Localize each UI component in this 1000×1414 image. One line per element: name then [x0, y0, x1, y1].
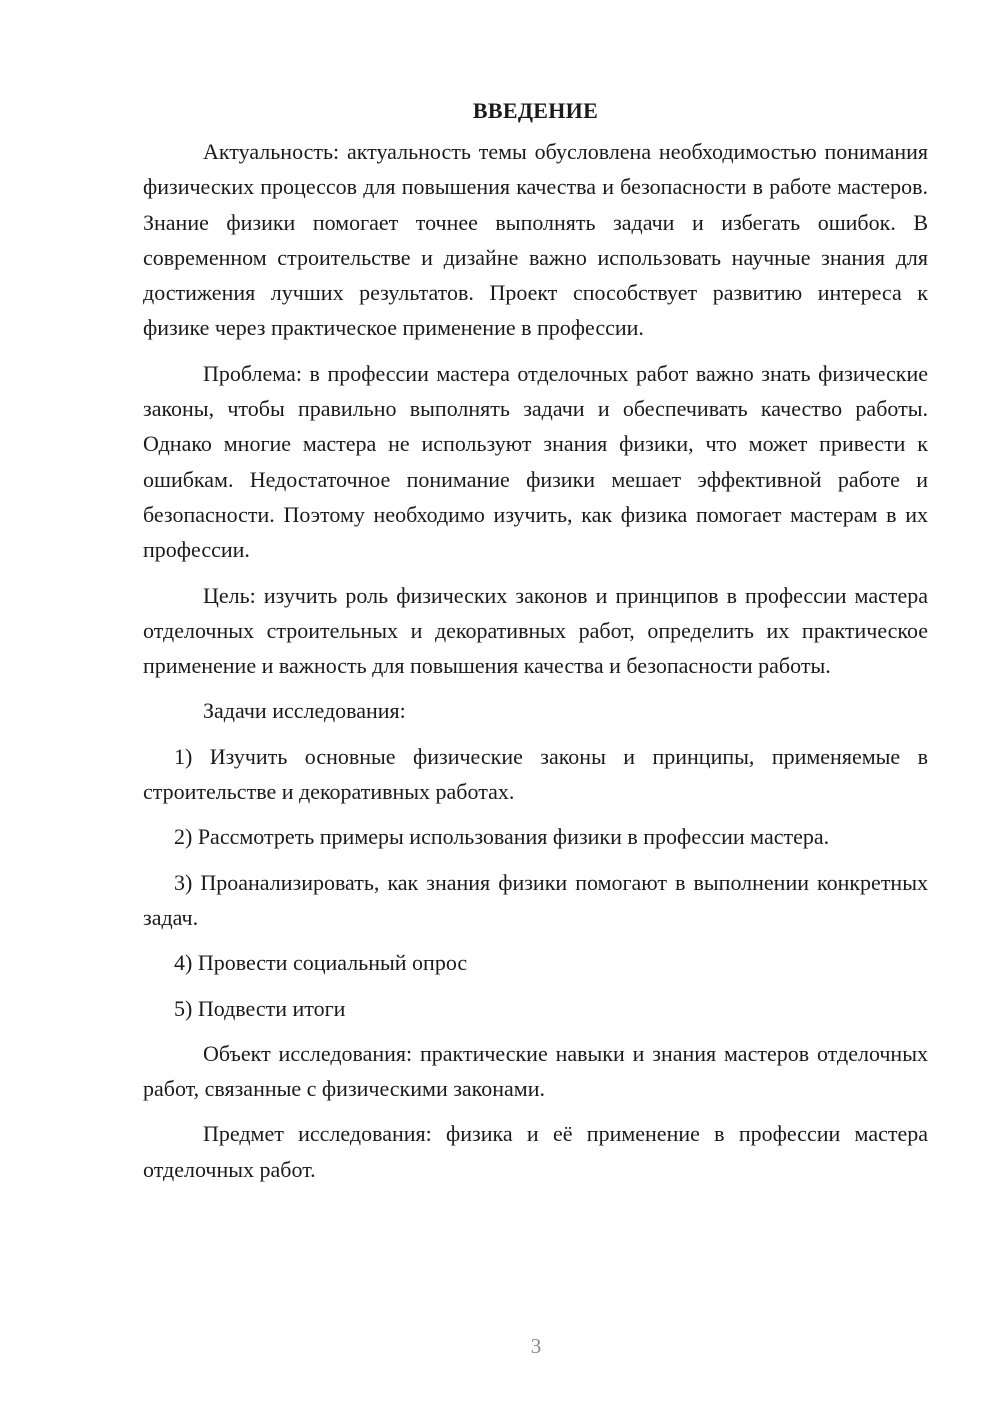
tasks-label: Задачи исследования: [203, 698, 406, 724]
problem-paragraph: Проблема: в профессии мастера отделочных работ важно знать физические законы, чтобы правильно выполнять задачи и обеспечивать качество работы. Однако многие мастера не используют знания физики, что может привести к ошибкам. Недостаточное понимание физики мешает эффективной работе и безопасности. Поэтому необходимо изучить, как физика помогает мастерам в их профессии. [143, 360, 928, 563]
document-body [143, 93, 928, 1197]
tasks-list [143, 739, 928, 1026]
object-paragraph: Объект исследования: практические навыки и знания мастеров отделочных работ, связанные с физическими законами. [143, 1040, 928, 1102]
task-item: 5) Подвести итоги [174, 995, 346, 1021]
section-heading: ВВЕДЕНИЕ [472, 98, 599, 123]
task-item: 1) Изучить основные физические законы и принципы, применяемые в строительстве и декоративных работах. [143, 743, 928, 805]
task-item: 3) Проанализировать, как знания физики помогают в выполнении конкретных задач. [143, 869, 928, 930]
task-item: 2) Рассмотреть примеры использования физики в профессии мастера. [174, 824, 830, 850]
subject-paragraph: Предмет исследования: физика и её применение в профессии мастера отделочных работ. [143, 1121, 928, 1182]
relevance-paragraph: Актуальность: актуальность темы обусловлена необходимостью понимания физических процессов для повышения качества и безопасности в работе мастеров. Знание физики помогает точнее выполнять задачи и избегать ошибок. В современном строительстве и дизайне важно использовать научные знания для достижения лучших результатов. Проект способствует развитию интереса к физике через практическое применение в профессии. [143, 139, 928, 341]
goal-paragraph: Цель: изучить роль физических законов и принципов в профессии мастера отделочных строительных и декоративных работ, определить их практическое применение и важность для повышения качества и безопасности работы. [143, 582, 928, 679]
task-item: 4) Провести социальный опрос [174, 950, 468, 976]
page-number: 3 [530, 1334, 542, 1358]
